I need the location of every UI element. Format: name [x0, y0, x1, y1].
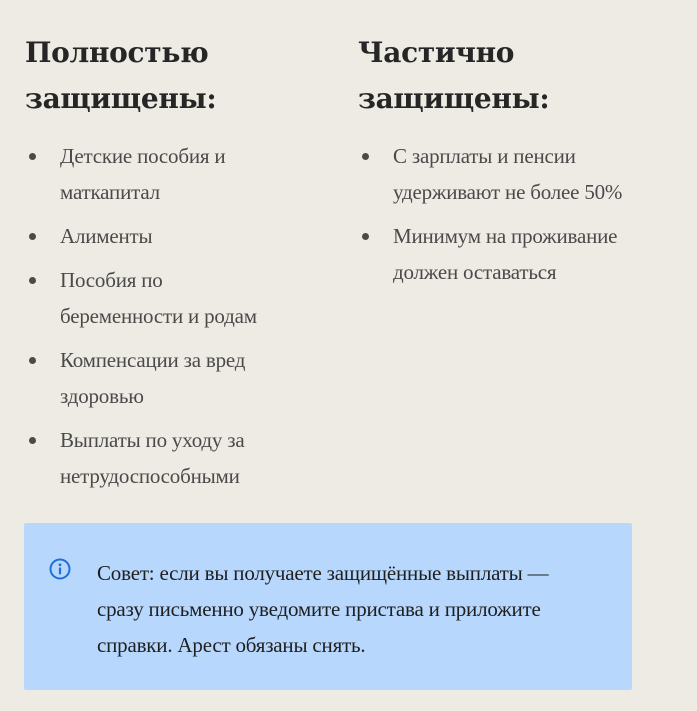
- tip-callout: [24, 523, 632, 690]
- list-item: Компенсации за вред здоровью: [25, 342, 290, 414]
- partially-protected-heading: Частично защищены:: [358, 36, 550, 115]
- fully-protected-list: [25, 138, 290, 502]
- list-item: Пособия по беременности и родам: [25, 262, 290, 334]
- tip-text: Совет: если вы получаете защищённые выплаты — сразу письменно уведомите пристава и приложите справки. Арест обязаны снять.: [97, 561, 549, 657]
- partially-protected-list: [358, 138, 623, 298]
- fully-protected-heading: Полностью защищены:: [25, 36, 217, 115]
- fully-protected-column: [25, 30, 325, 488]
- list-item: С зарплаты и пенсии удерживают не более 50%: [358, 138, 623, 210]
- partially-protected-column: [358, 30, 668, 284]
- list-item: Выплаты по уходу за нетрудоспособными: [25, 422, 290, 494]
- list-item: Минимум на проживание должен оставаться: [358, 218, 623, 290]
- info-icon: [49, 558, 71, 580]
- list-item: Детские пособия и маткапитал: [25, 138, 290, 210]
- list-item: Алименты: [25, 218, 290, 254]
